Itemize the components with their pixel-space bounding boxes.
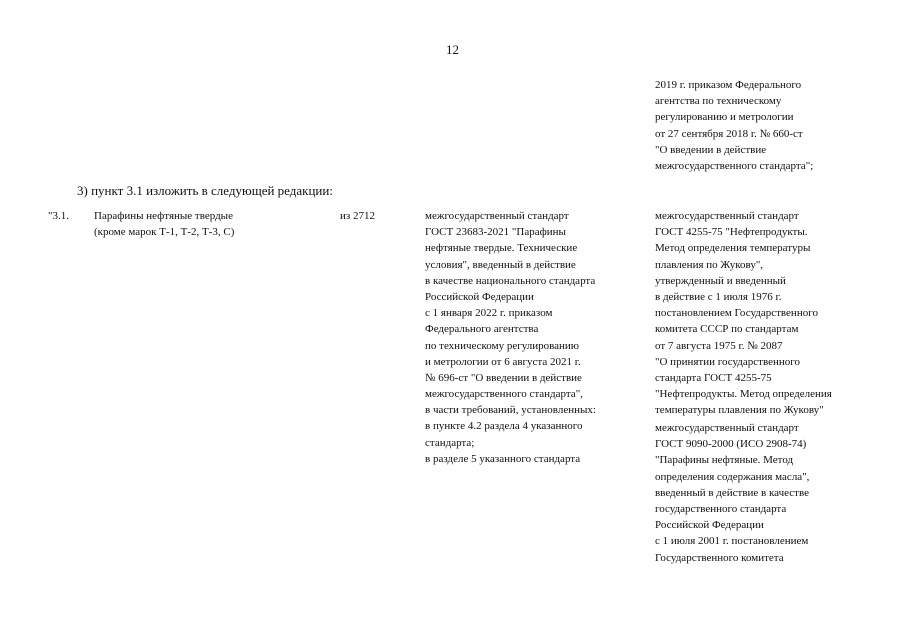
method-text-line: плавления по Жукову", — [655, 258, 764, 271]
standard-text-line: в качестве национального стандарта — [425, 274, 596, 287]
text-line: регулированию и метрологии — [655, 111, 794, 124]
standard-text-line: и метрологии от 6 августа 2021 г. — [425, 355, 581, 368]
standard-text-line: № 696-ст "О введении в действие — [425, 371, 582, 384]
standard-text-line: в части требований, установленных: — [425, 404, 596, 417]
text-line: от 27 сентября 2018 г. № 660-ст — [655, 127, 803, 140]
standard-text-line: стандарта; — [425, 436, 475, 449]
standard-text-line: нефтяные твердые. Технические — [425, 242, 578, 255]
method-text-line: Государственного комитета — [655, 551, 784, 564]
method-text-line: от 7 августа 1975 г. № 2087 — [655, 339, 783, 352]
standard-text-line: Российской Федерации — [425, 290, 534, 303]
product-name-line: (кроме марок Т-1, Т-2, Т-3, С) — [94, 226, 235, 239]
previous-row-methods-cell — [655, 77, 813, 174]
standard-text-line: по техническому регулированию — [425, 339, 580, 352]
standard-text-line: условия", введенный в действие — [425, 258, 576, 271]
test-method-standard-2 — [655, 420, 809, 566]
page-number: 12 — [446, 42, 459, 57]
method-text-line: в действие с 1 июля 1976 г. — [655, 290, 782, 303]
method-text-line: с 1 июля 2001 г. постановлением — [655, 535, 809, 548]
method-text-line: "Парафины нефтяные. Метод — [655, 454, 794, 467]
standard-text-line: ГОСТ 23683-2021 "Парафины — [425, 226, 566, 239]
standard-text-line: межгосударственного стандарта", — [425, 388, 583, 401]
method-text-line: утвержденный и введенный — [655, 274, 786, 287]
standard-text-line: межгосударственный стандарт — [425, 210, 569, 222]
method-text-line: введенный в действие в качестве — [655, 486, 810, 499]
standard-text-line: Федерального агентства — [425, 323, 539, 336]
test-method-standard-1 — [655, 208, 832, 418]
method-text-line: определения содержания масла", — [655, 470, 810, 483]
method-text-line: постановлением Государственного — [655, 307, 818, 320]
row-number: "3.1. — [48, 210, 69, 222]
tn-ved-code: из 2712 — [340, 210, 375, 222]
standard-text-line: в пункте 4.2 раздела 4 указанного — [425, 420, 583, 433]
product-name-line: Парафины нефтяные твердые — [94, 210, 233, 222]
standard-text-line: с 1 января 2022 г. приказом — [425, 307, 553, 320]
method-text-line: температуры плавления по Жукову" — [655, 404, 824, 417]
method-text-line: ГОСТ 4255-75 "Нефтепродукты. — [655, 226, 808, 239]
method-text-line: ГОСТ 9090-2000 (ИСО 2908-74) — [655, 438, 807, 451]
standard-requirements-cell — [425, 208, 596, 467]
method-text-line: "Нефтепродукты. Метод определения — [655, 388, 832, 401]
method-text-line: "О принятии государственного — [655, 355, 800, 368]
product-name-cell — [94, 208, 234, 240]
amendment-instruction: 3) пункт 3.1 изложить в следующей редакции: — [77, 183, 333, 198]
method-text-line: межгосударственный стандарт — [655, 422, 799, 434]
text-line: агентства по техническому — [655, 95, 782, 108]
text-line: межгосударственного стандарта"; — [655, 159, 814, 172]
text-line: "О введении в действие — [655, 143, 767, 156]
method-text-line: государственного стандарта — [655, 502, 787, 515]
method-text-line: Российской Федерации — [655, 519, 764, 532]
method-text-line: межгосударственный стандарт — [655, 210, 799, 222]
method-text-line: комитета СССР по стандартам — [655, 323, 799, 336]
text-line: 2019 г. приказом Федерального — [655, 79, 802, 91]
method-text-line: Метод определения температуры — [655, 242, 811, 255]
standard-text-line: в разделе 5 указанного стандарта — [425, 452, 581, 465]
method-text-line: стандарта ГОСТ 4255-75 — [655, 371, 772, 384]
